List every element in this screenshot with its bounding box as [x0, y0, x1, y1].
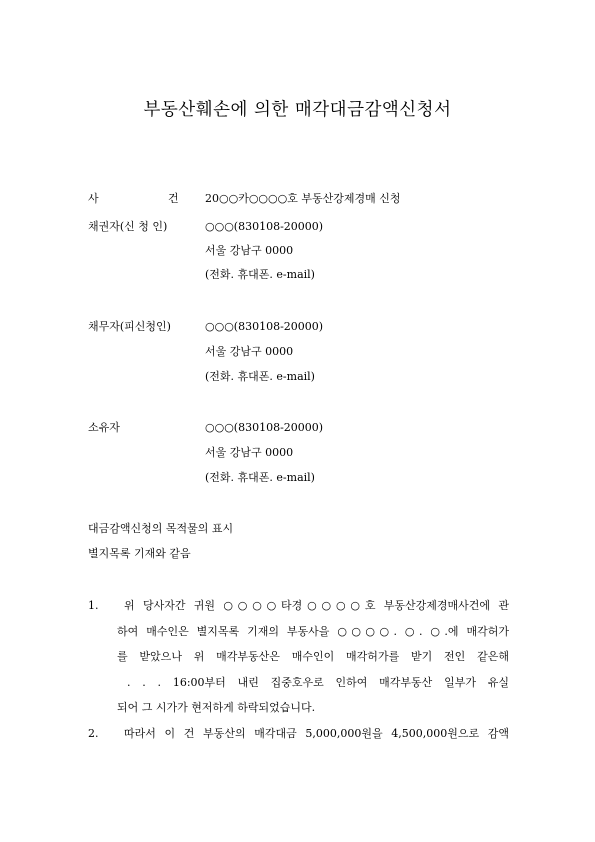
object-heading: 대금감액신청의 목적물의 표시 — [88, 522, 234, 535]
debtor-label: 채무자(피신청인) — [88, 320, 171, 333]
item-1-number: 1. — [88, 599, 99, 612]
creditor-label: 채권자(신 청 인) — [88, 220, 168, 233]
creditor-name: ○○○(830108-20000) — [205, 220, 324, 233]
item-1-line-1: 위 당사자간 귀원 ○○○○타경○○○○호 부동산강제경매사건에 관 — [124, 599, 509, 612]
item-1-line-2: 하여 매수인은 별지목록 기재의 부동사을 ○○○○. ○. ○.에 매각허가 — [117, 625, 509, 638]
debtor-contact: (전화. 휴대폰. e-mail) — [205, 370, 315, 383]
owner-label: 소유자 — [88, 421, 120, 434]
item-1-line-4: . . . 16:00부터 내린 집중호우로 인하여 매각부동산 일부가 유실 — [127, 676, 509, 689]
creditor-contact: (전화. 휴대폰. e-mail) — [205, 268, 315, 281]
debtor-address: 서울 강남구 0000 — [205, 345, 294, 358]
item-1-line-5: 되어 그 시가가 현저하게 하락되었습니다. — [117, 701, 316, 714]
owner-contact: (전화. 휴대폰. e-mail) — [205, 471, 315, 484]
document-title: 부동산훼손에 의한 매각대금감액신청서 — [143, 100, 452, 120]
owner-name: ○○○(830108-20000) — [205, 421, 324, 434]
debtor-name: ○○○(830108-20000) — [205, 320, 324, 333]
case-label-char1: 사 — [88, 192, 99, 205]
item-1-line-3: 를 받았으나 위 매각부동산은 매수인이 매각허가를 받기 전인 같은해 — [117, 650, 509, 663]
case-value: 20○○카○○○○호 부동산강제경매 신청 — [205, 192, 401, 205]
item-2-line-1: 따라서 이 건 부동산의 매각대금 5,000,000원을 4,500,000원으로 감액 — [124, 727, 509, 740]
owner-address: 서울 강남구 0000 — [205, 446, 294, 459]
case-label-char2: 건 — [168, 192, 179, 205]
item-2-number: 2. — [88, 727, 99, 740]
object-text: 별지목록 기재와 같음 — [88, 547, 191, 560]
creditor-address: 서울 강남구 0000 — [205, 244, 294, 257]
